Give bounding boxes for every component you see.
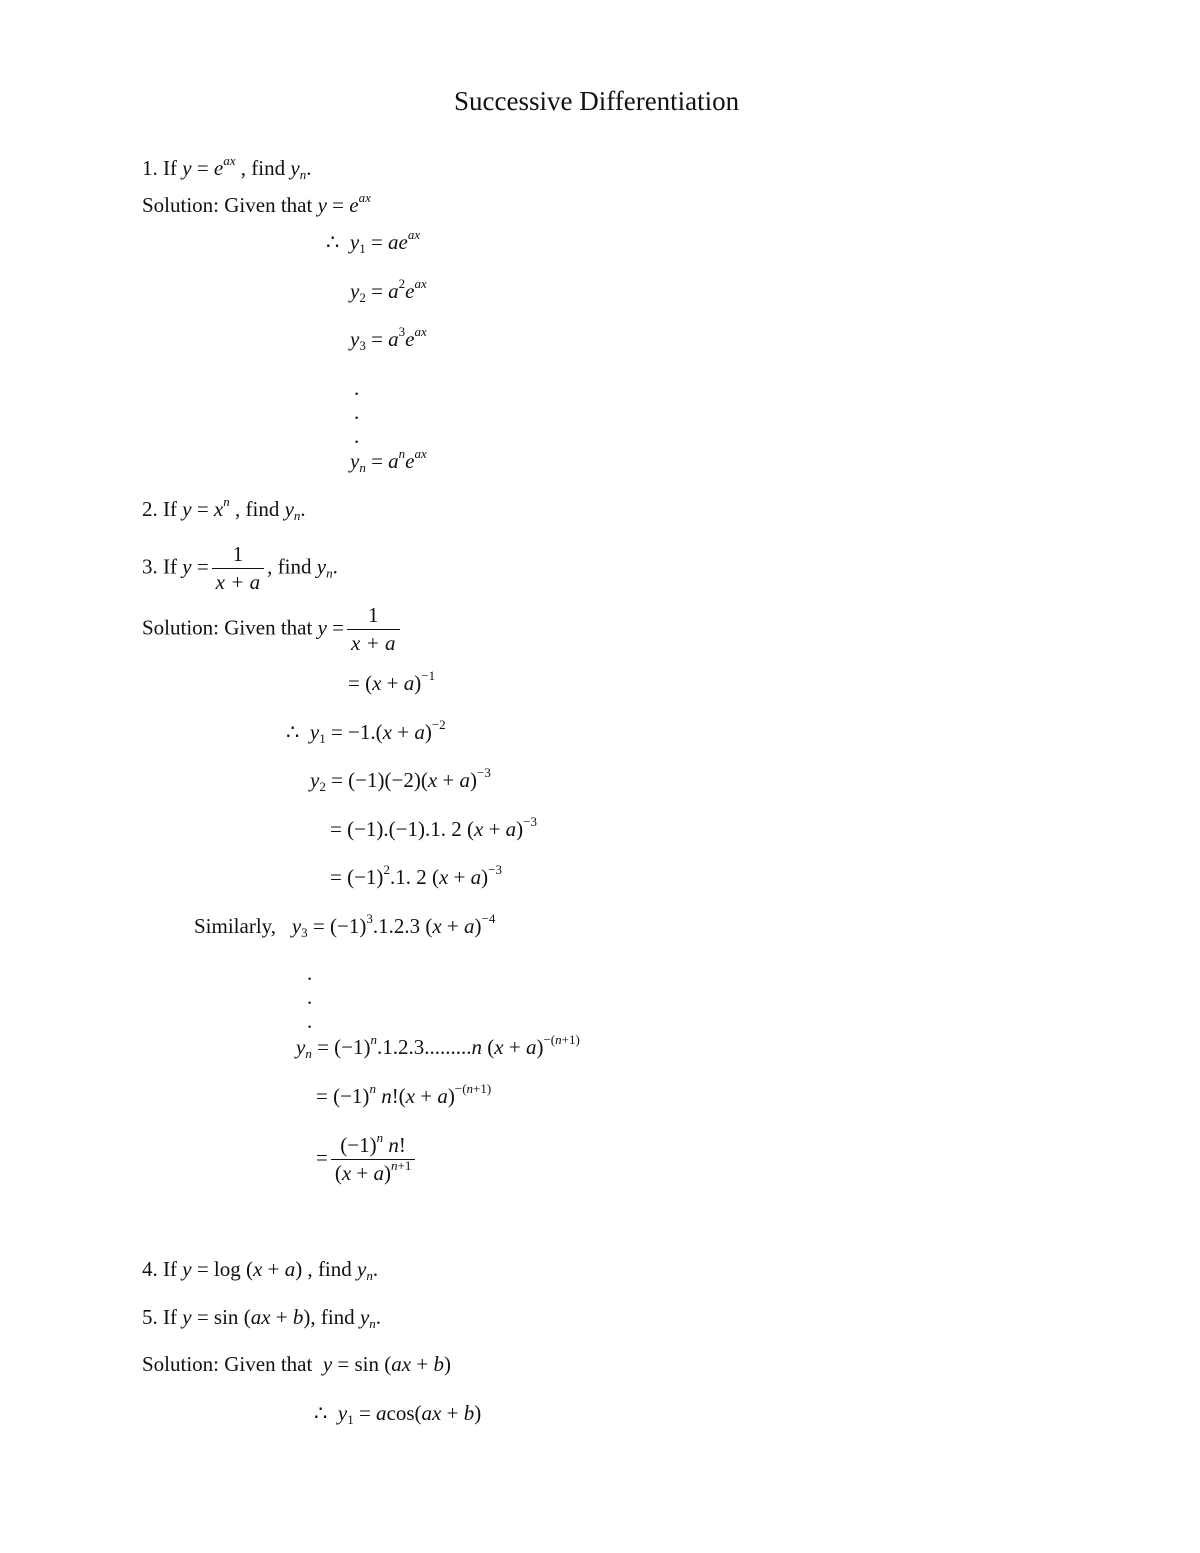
similarly-label: Similarly, — [194, 914, 277, 938]
find-label: find — [320, 1305, 355, 1329]
solution-1: Solution: Given that $y = e^{ax}$ — [142, 190, 371, 217]
solution-label: Solution: Given that — [142, 193, 313, 217]
problem-2: 2. If $y = x^n$ , find $y_n$. — [142, 494, 306, 523]
solution-3: Solution: Given that y = $\frac{1}{x + a}$ — [142, 605, 403, 654]
ellipsis-dot: . — [354, 424, 360, 448]
equation-row: $y_3 = a^3e^{ax}$ — [350, 324, 427, 353]
fraction: $\frac{1}{x + a}$ — [347, 605, 400, 654]
solution-label: Solution: Given that — [142, 1352, 313, 1376]
equation-row: = $(-1)^n$ $n!(x + a)^{-(n+1)}$ — [316, 1081, 492, 1108]
problem-number: 1. — [142, 156, 158, 180]
problem-number: 4. — [142, 1257, 158, 1281]
problem-number: 2. — [142, 497, 158, 521]
equation-row: Similarly, $y_3 = (-1)^3.1.2.3$ $(x + a)^{-4}$ — [194, 911, 496, 940]
therefore-symbol: ∴ — [314, 1401, 328, 1425]
problem-number: 3. — [142, 554, 158, 579]
equation-row: $y_2 = (-1)(-2)(x + a)^{-3}$ — [310, 765, 491, 794]
equation-row: = $(-1)^2.1$. 2 $(x + a)^{-3}$ — [330, 862, 502, 889]
fraction: $\frac{(-1)^n n!}{(x + a)^{n+1}}$ — [331, 1135, 416, 1184]
problem-4: 4. If y = log (x + a) , find $y_n$. — [142, 1257, 379, 1283]
equation-row: $y_n = (-1)^n.1.2.3.........n$ $(x + a)^{-(n+1)}$ — [296, 1032, 580, 1061]
find-label: find — [245, 497, 280, 521]
equation-row: = $\frac{(-1)^n n!}{(x + a)^{n+1}}$ — [316, 1135, 418, 1184]
if-label: If — [163, 554, 177, 579]
ellipsis-dot: . — [354, 376, 360, 400]
find-label: find — [251, 156, 286, 180]
equation-row: ∴ $y_1 = ae^{ax}$ — [326, 227, 421, 256]
problem-3: 3. If y = $\frac{1}{x + a}$ , find $y_n$. — [142, 542, 338, 594]
equation-row: $y_2 = a^2e^{ax}$ — [350, 276, 427, 305]
equation-row: $y_n = a^ne^{ax}$ — [350, 446, 427, 475]
if-label: If — [163, 1257, 177, 1281]
ellipsis-dot: . — [354, 400, 360, 424]
find-label: find — [317, 1257, 352, 1281]
if-label: If — [163, 156, 177, 180]
if-label: If — [163, 497, 177, 521]
ellipsis-dot: . — [307, 1009, 313, 1033]
problem-1: 1. If $y = e^{ax}$ , find $y_n$. — [142, 153, 312, 182]
solution-label: Solution: Given that — [142, 615, 313, 640]
problem-number: 5. — [142, 1305, 158, 1329]
find-label: find — [277, 554, 312, 579]
equation-row: ∴ $y_1 = acos(ax + b)$ — [314, 1401, 482, 1427]
equation-row: ∴ $y_1 = -1.(x + a)^{-2}$ — [286, 717, 446, 746]
if-label: If — [163, 1305, 177, 1329]
fraction: $\frac{1}{x + a}$ — [212, 544, 265, 593]
equation-row: = $(x + a)^{-1}$ — [348, 668, 436, 695]
problem-5: 5. If y = sin (ax + b), find $y_n$. — [142, 1305, 382, 1331]
ellipsis-dot: . — [307, 985, 313, 1009]
equation-row: = (−1).(−1).1. 2 $(x + a)^{-3}$ — [330, 814, 538, 841]
ellipsis-dot: . — [307, 961, 313, 985]
therefore-symbol: ∴ — [326, 230, 340, 254]
solution-5: Solution: Given that y = sin (ax + b) — [142, 1352, 451, 1376]
therefore-symbol: ∴ — [286, 720, 300, 744]
page-title: Successive Differentiation — [454, 86, 740, 116]
